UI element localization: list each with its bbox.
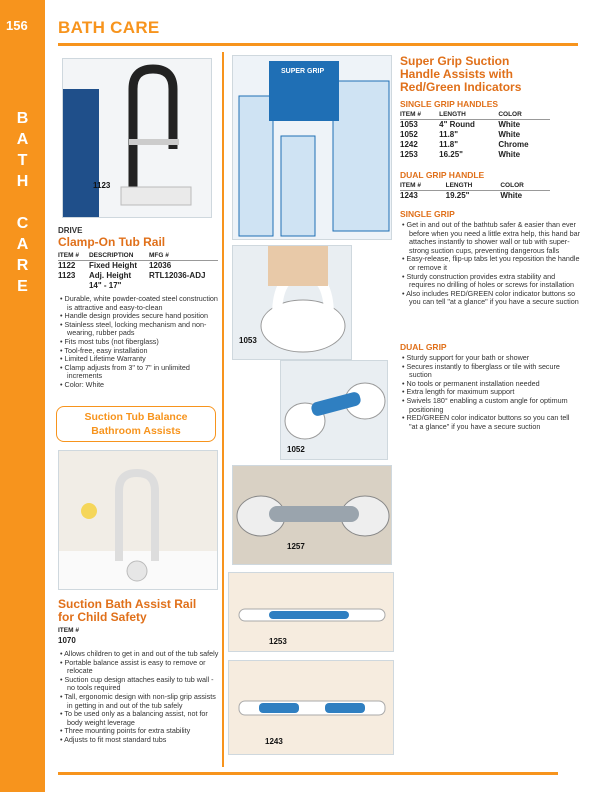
list-item: • Swivels 180° enabling a custom angle for optimum positioning	[402, 397, 580, 414]
item-header: ITEM #	[58, 627, 79, 634]
single-grip-spec-table	[400, 111, 550, 160]
product-title: Clamp-On Tub Rail	[58, 235, 166, 249]
list-item: • Clamp adjusts from 3" to 7" in unlimited increments	[60, 364, 218, 381]
chrome-grip-illustration	[233, 466, 392, 565]
table-cell: Fixed Height	[88, 261, 137, 270]
product-photo-1052	[280, 360, 388, 460]
table-cell: RTL12036-ADJ	[148, 271, 206, 280]
list-item: • Handle design provides secure hand position	[60, 312, 218, 321]
list-item: • Color: White	[60, 381, 218, 390]
table-cell: 1253	[400, 150, 418, 159]
table-header: ITEM #	[400, 182, 446, 191]
table-cell: White	[498, 120, 521, 129]
table-cell: 1243	[400, 191, 418, 200]
table-header: MFG #	[149, 252, 218, 261]
list-item: • Limited Lifetime Warranty	[60, 355, 218, 364]
table-cell: 16.25"	[439, 150, 463, 159]
sidebar-letter: C	[16, 215, 29, 232]
list-item: • Adjusts to fit most standard tubs	[60, 736, 220, 745]
long-grip-illustration	[229, 573, 394, 652]
section-subheading: DUAL GRIP HANDLE	[400, 170, 485, 180]
sidebar-letter: B	[16, 110, 29, 127]
product-title: Super Grip Suction	[400, 54, 510, 68]
table-cell: 1053	[400, 120, 418, 129]
list-item: • Allows children to get in and out of the tub safely	[60, 650, 220, 659]
table-header-row	[400, 111, 550, 120]
table-header-row	[58, 252, 218, 261]
list-item: • Suction cup design attaches easily to tub wall - no tools required	[60, 676, 220, 693]
table-header: LENGTH	[446, 182, 501, 191]
package-illustration	[233, 56, 392, 240]
table-cell: Adj. Height	[88, 271, 132, 280]
section-sidebar	[0, 0, 45, 792]
table-header: LENGTH	[439, 111, 498, 120]
list-item: • To be used only as a balancing assist, not for body weight leverage	[60, 710, 220, 727]
dual-grip-features	[402, 354, 580, 431]
list-item: • Fits most tubs (not fiberglass)	[60, 338, 218, 347]
table-cell: 1123	[58, 271, 76, 280]
suction-tub-balance-banner	[56, 406, 216, 442]
child-rail-illustration	[59, 451, 218, 590]
sidebar-letter: T	[17, 152, 28, 169]
page-number: 156	[6, 18, 28, 33]
product-photo-1253	[228, 572, 394, 652]
table-cell: 19.25"	[445, 191, 470, 200]
sidebar-letter: A	[16, 131, 29, 148]
table-cell: 1242	[400, 140, 418, 149]
table-header: DESCRIPTION	[89, 252, 149, 261]
banner-line: Bathroom Assists	[91, 425, 181, 437]
table-cell: Chrome	[498, 140, 529, 149]
footer-rule	[58, 772, 558, 775]
sidebar-letter: A	[16, 236, 29, 253]
clamp-rail-photo	[62, 58, 212, 218]
product-photo-1053	[232, 245, 352, 360]
table-cell: White	[500, 191, 523, 200]
table-row	[400, 150, 550, 160]
table-header: COLOR	[500, 182, 550, 191]
table-row	[400, 191, 550, 202]
sidebar-letter: R	[16, 257, 29, 274]
dual-grip-illustration	[229, 661, 394, 755]
table-header: ITEM #	[400, 111, 439, 120]
list-item: • Sturdy construction provides extra stability and requires no drilling of holes or screws for installation	[402, 273, 580, 290]
list-item: • No tools or permanent installation needed	[402, 380, 580, 389]
photo-label: 1253	[269, 637, 287, 646]
table-cell	[149, 281, 218, 291]
table-cell	[58, 281, 89, 291]
product-title: Red/Green Indicators	[400, 80, 522, 94]
photo-label: 1052	[287, 445, 305, 454]
photo-label: 1053	[239, 336, 257, 345]
list-item: • Stainless steel, locking mechanism and non-wearing, rubber pads	[60, 321, 218, 338]
child-rail-features	[60, 650, 220, 745]
list-item: • Durable, white powder-coated steel construction is attractive and easy-to-clean	[60, 295, 218, 312]
super-grip-packages-photo	[232, 55, 392, 240]
table-header: COLOR	[498, 111, 550, 120]
list-item: • Also includes RED/GREEN color indicator buttons so you can tell "at a glance" if you have a secure suction	[402, 290, 580, 307]
table-row	[58, 281, 218, 291]
clamp-rail-spec-table	[58, 252, 218, 291]
list-item: • Portable balance assist is easy to remove or relocate	[60, 659, 220, 676]
section-subheading: SINGLE GRIP	[400, 209, 455, 219]
table-cell: 12036	[148, 261, 172, 270]
product-title: for Child Safety	[58, 610, 147, 624]
product-title: Suction Bath Assist Rail	[58, 597, 197, 611]
header-rule	[58, 43, 578, 46]
list-item: • Extra length for maximum support	[402, 388, 580, 397]
table-cell: 14" - 17"	[88, 281, 122, 290]
single-grip-features	[402, 221, 580, 307]
list-item: • Easy-release, flip-up tabs let you reposition the handle or remove it	[402, 255, 580, 272]
table-header-row	[400, 182, 550, 191]
table-cell: 11.8"	[439, 140, 459, 149]
column-divider	[222, 52, 224, 767]
tub-rail-illustration	[63, 59, 212, 218]
table-cell: 11.8"	[439, 130, 459, 139]
table-row	[58, 271, 218, 281]
photo-label: 1243	[265, 737, 283, 746]
banner-line: Suction Tub Balance	[84, 411, 188, 423]
list-item: • Three mounting points for extra stability	[60, 727, 220, 736]
section-subheading: DUAL GRIP	[400, 342, 447, 352]
brand-label: DRIVE	[58, 226, 83, 235]
photo-label: 1123	[93, 181, 111, 190]
product-photo-1243	[228, 660, 394, 755]
sidebar-letter: E	[17, 278, 28, 295]
clamp-rail-features	[60, 295, 218, 390]
list-item: • RED/GREEN color indicator buttons so you can tell "at a glance" if you have a secure suction	[402, 414, 580, 431]
list-item: • Get in and out of the bathtub safer & easier than ever before when you need a little extra help, this hand bar attaches instantly to shower wall or tub with super-strong suction cups, preventing dangerous falls	[402, 221, 580, 255]
child-rail-photo	[58, 450, 218, 590]
list-item: • Secures instantly to fiberglass or tile with secure suction	[402, 363, 580, 380]
list-item: • Tall, ergonomic design with non-slip grip assists in getting in and out of the tub safely	[60, 693, 220, 710]
product-photo-1257	[232, 465, 392, 565]
table-cell: 4" Round	[439, 120, 475, 129]
table-cell: 1122	[58, 261, 76, 270]
table-row	[400, 120, 550, 131]
list-item: • Tool-free, easy installation	[60, 347, 218, 356]
table-row	[400, 130, 550, 140]
sidebar-gap	[0, 192, 45, 213]
table-row	[400, 140, 550, 150]
table-cell: 1052	[400, 130, 418, 139]
photo-label: 1257	[287, 542, 305, 551]
table-header: ITEM #	[58, 252, 89, 261]
sidebar-letter: H	[16, 173, 29, 190]
table-row	[58, 261, 218, 272]
item-number: 1070	[58, 636, 76, 645]
sidebar-letters	[0, 108, 45, 297]
section-title: BATH CARE	[58, 18, 160, 37]
table-cell: White	[498, 150, 521, 159]
table-cell: White	[498, 130, 521, 139]
product-title: Handle Assists with	[400, 67, 513, 81]
package-brand-text: SUPER GRIP	[281, 68, 325, 75]
list-item: • Sturdy support for your bath or shower	[402, 354, 580, 363]
section-subheading: SINGLE GRIP HANDLES	[400, 99, 499, 109]
dual-grip-spec-table	[400, 182, 550, 201]
